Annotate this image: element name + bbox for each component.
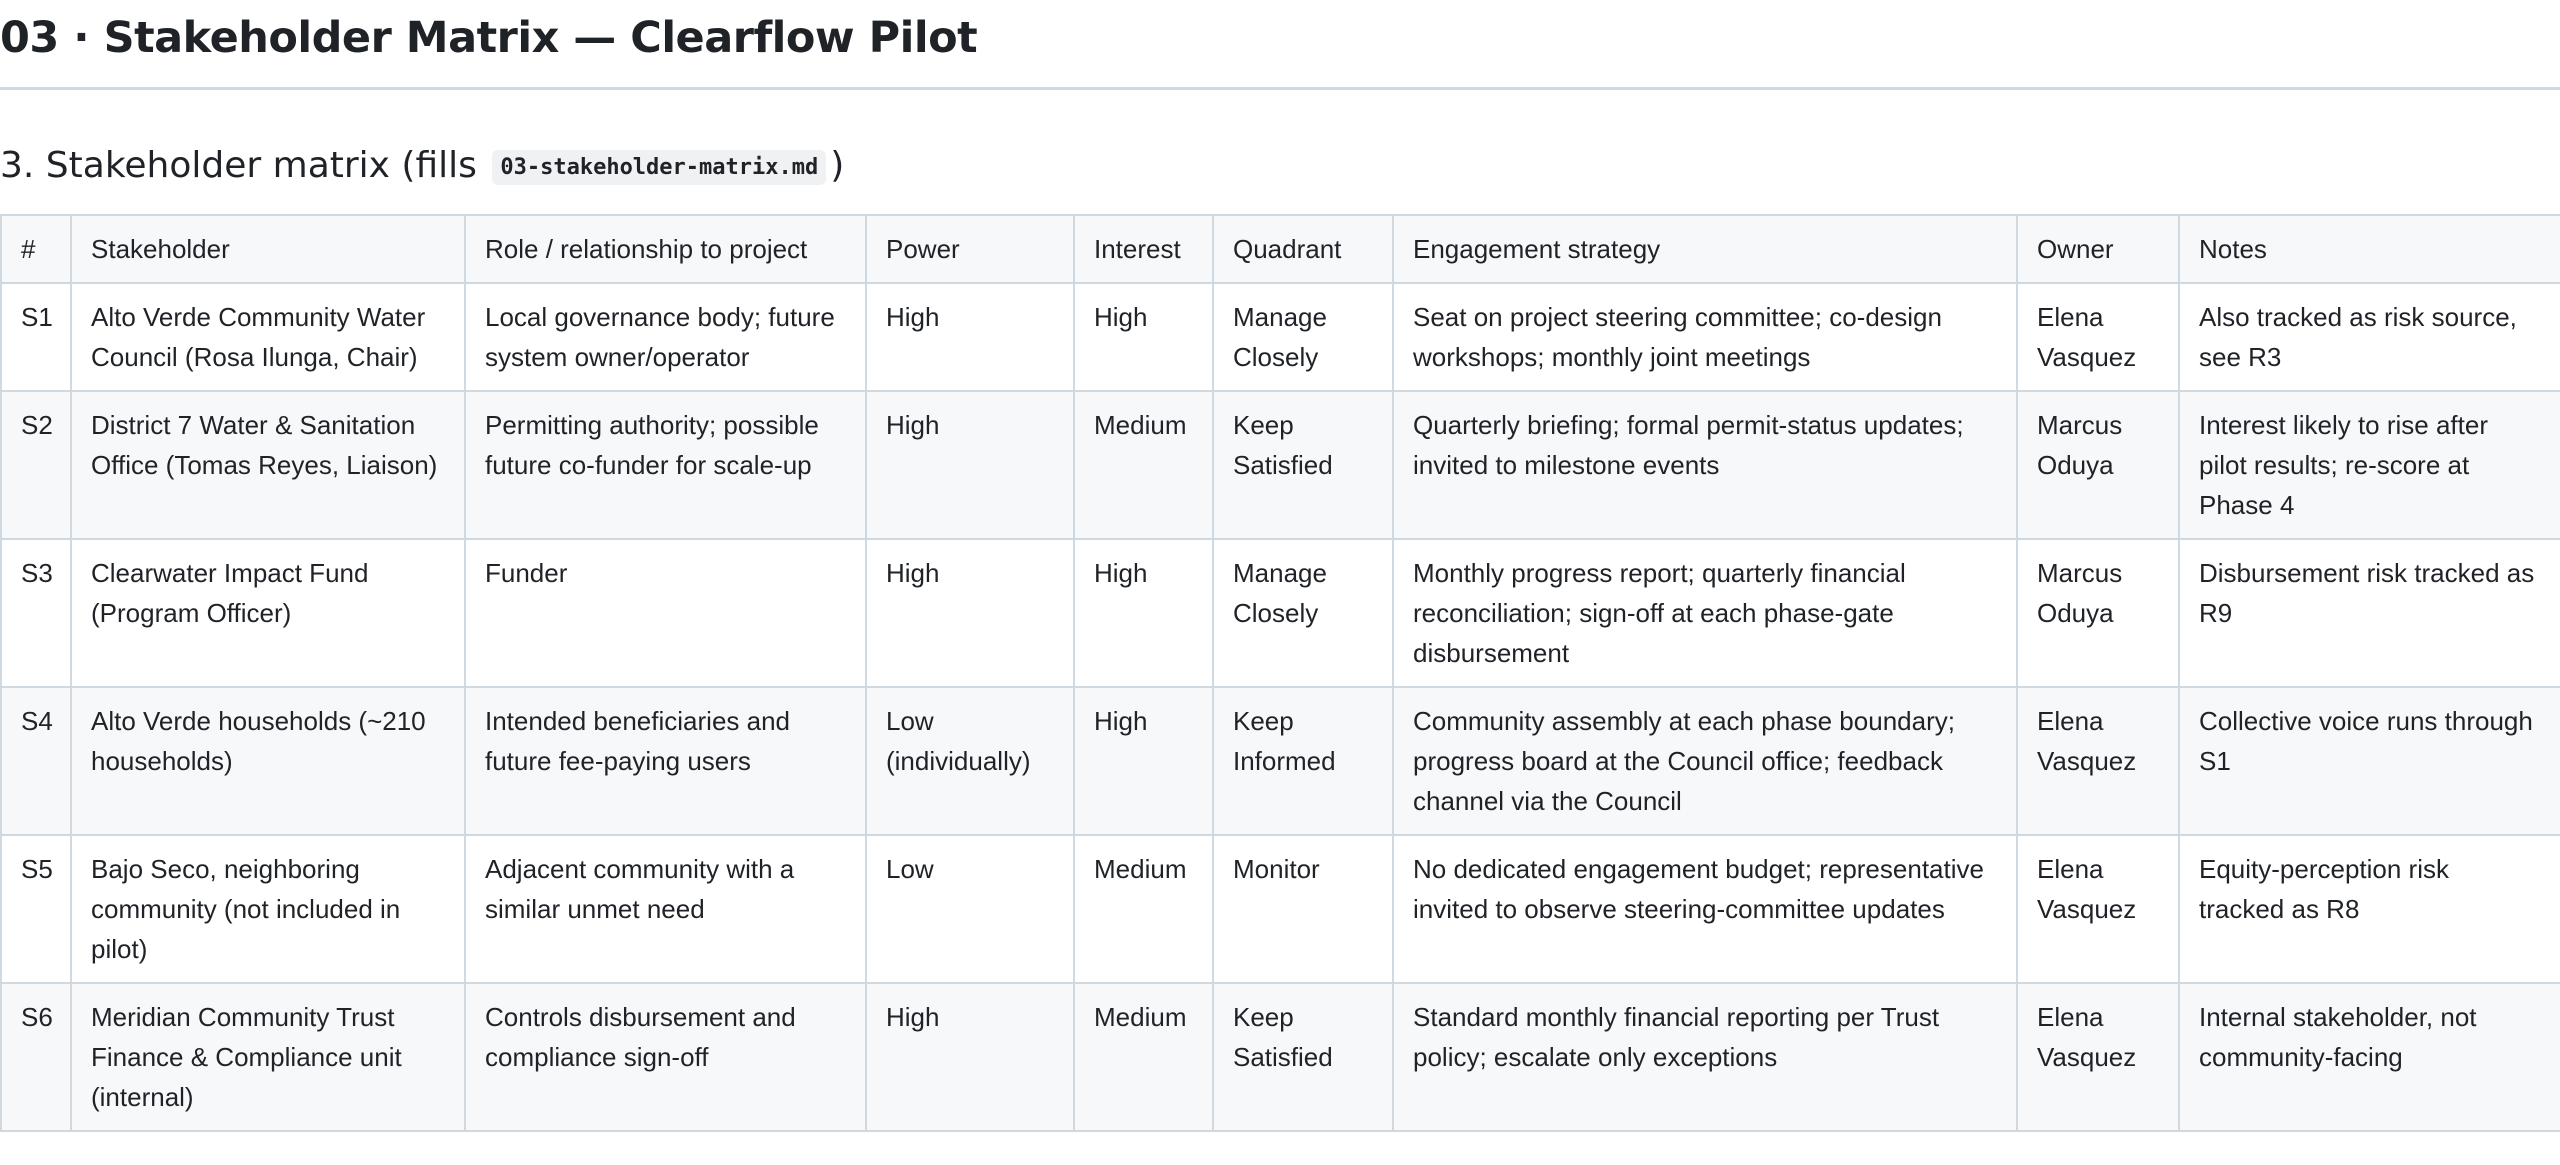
cell-strategy: Standard monthly financial reporting per Trust policy; escalate only exceptions xyxy=(1393,983,2017,1131)
cell-strategy: Monthly progress report; quarterly financial reconciliation; sign-off at each phase-gate disbursement xyxy=(1393,539,2017,687)
cell-role: Funder xyxy=(465,539,866,687)
table-row xyxy=(1,283,2560,391)
cell-notes: Interest likely to rise after pilot results; re-score at Phase 4 xyxy=(2179,391,2560,539)
cell-interest: Medium xyxy=(1074,835,1213,983)
cell-owner: Elena Vasquez xyxy=(2017,687,2179,835)
cell-notes: Disbursement risk tracked as R9 xyxy=(2179,539,2560,687)
cell-interest: High xyxy=(1074,687,1213,835)
cell-role: Adjacent community with a similar unmet need xyxy=(465,835,866,983)
stakeholder-table xyxy=(0,214,2560,1132)
cell-stakeholder: Meridian Community Trust Finance & Compliance unit (internal) xyxy=(71,983,465,1131)
cell-quadrant: Manage Closely xyxy=(1213,283,1393,391)
cell-id: S5 xyxy=(1,835,71,983)
cell-role: Intended beneficiaries and future fee-paying users xyxy=(465,687,866,835)
column-header-power: Power xyxy=(866,215,1074,283)
cell-role: Controls disbursement and compliance sign-off xyxy=(465,983,866,1131)
cell-stakeholder: District 7 Water & Sanitation Office (Tomas Reyes, Liaison) xyxy=(71,391,465,539)
cell-strategy: Community assembly at each phase boundary; progress board at the Council office; feedback channel via the Council xyxy=(1393,687,2017,835)
table-row xyxy=(1,539,2560,687)
cell-owner: Elena Vasquez xyxy=(2017,283,2179,391)
column-header-strategy: Engagement strategy xyxy=(1393,215,2017,283)
section-heading-text: 3. Stakeholder matrix (fills xyxy=(0,145,477,186)
cell-interest: High xyxy=(1074,283,1213,391)
cell-power: High xyxy=(866,539,1074,687)
cell-notes: Also tracked as risk source, see R3 xyxy=(2179,283,2560,391)
page-title: 03 · Stakeholder Matrix — Clearflow Pilot xyxy=(0,13,978,63)
cell-interest: Medium xyxy=(1074,983,1213,1131)
cell-role: Local governance body; future system owner/operator xyxy=(465,283,866,391)
cell-notes: Equity-perception risk tracked as R8 xyxy=(2179,835,2560,983)
title-divider xyxy=(0,87,2560,90)
cell-stakeholder: Alto Verde households (~210 households) xyxy=(71,687,465,835)
cell-notes: Collective voice runs through S1 xyxy=(2179,687,2560,835)
cell-id: S4 xyxy=(1,687,71,835)
cell-strategy: Seat on project steering committee; co-design workshops; monthly joint meetings xyxy=(1393,283,2017,391)
column-header-id: # xyxy=(1,215,71,283)
section-heading-suffix: ) xyxy=(830,145,845,186)
column-header-quadrant: Quadrant xyxy=(1213,215,1393,283)
cell-id: S3 xyxy=(1,539,71,687)
cell-stakeholder: Alto Verde Community Water Council (Rosa Ilunga, Chair) xyxy=(71,283,465,391)
table-row xyxy=(1,391,2560,539)
cell-owner: Marcus Oduya xyxy=(2017,391,2179,539)
column-header-owner: Owner xyxy=(2017,215,2179,283)
cell-interest: High xyxy=(1074,539,1213,687)
cell-id: S6 xyxy=(1,983,71,1131)
column-header-stakeholder: Stakeholder xyxy=(71,215,465,283)
cell-stakeholder: Bajo Seco, neighboring community (not included in pilot) xyxy=(71,835,465,983)
cell-interest: Medium xyxy=(1074,391,1213,539)
cell-quadrant: Manage Closely xyxy=(1213,539,1393,687)
cell-id: S1 xyxy=(1,283,71,391)
cell-power: High xyxy=(866,283,1074,391)
column-header-notes: Notes xyxy=(2179,215,2560,283)
cell-notes: Internal stakeholder, not community-facing xyxy=(2179,983,2560,1131)
cell-role: Permitting authority; possible future co-funder for scale-up xyxy=(465,391,866,539)
cell-quadrant: Keep Informed xyxy=(1213,687,1393,835)
table-row xyxy=(1,835,2560,983)
cell-power: High xyxy=(866,983,1074,1131)
table-row xyxy=(1,687,2560,835)
section-heading xyxy=(0,138,844,196)
cell-power: High xyxy=(866,391,1074,539)
table-row xyxy=(1,983,2560,1131)
cell-id: S2 xyxy=(1,391,71,539)
cell-quadrant: Keep Satisfied xyxy=(1213,391,1393,539)
cell-owner: Elena Vasquez xyxy=(2017,983,2179,1131)
cell-power: Low xyxy=(866,835,1074,983)
cell-quadrant: Monitor xyxy=(1213,835,1393,983)
column-header-role: Role / relationship to project xyxy=(465,215,866,283)
cell-strategy: Quarterly briefing; formal permit-status updates; invited to milestone events xyxy=(1393,391,2017,539)
filename-code: 03-stakeholder-matrix.md xyxy=(492,150,826,185)
cell-power: Low (individually) xyxy=(866,687,1074,835)
cell-strategy: No dedicated engagement budget; representative invited to observe steering-committee updates xyxy=(1393,835,2017,983)
cell-quadrant: Keep Satisfied xyxy=(1213,983,1393,1131)
cell-stakeholder: Clearwater Impact Fund (Program Officer) xyxy=(71,539,465,687)
table-header-row xyxy=(1,215,2560,283)
cell-owner: Marcus Oduya xyxy=(2017,539,2179,687)
column-header-interest: Interest xyxy=(1074,215,1213,283)
cell-owner: Elena Vasquez xyxy=(2017,835,2179,983)
